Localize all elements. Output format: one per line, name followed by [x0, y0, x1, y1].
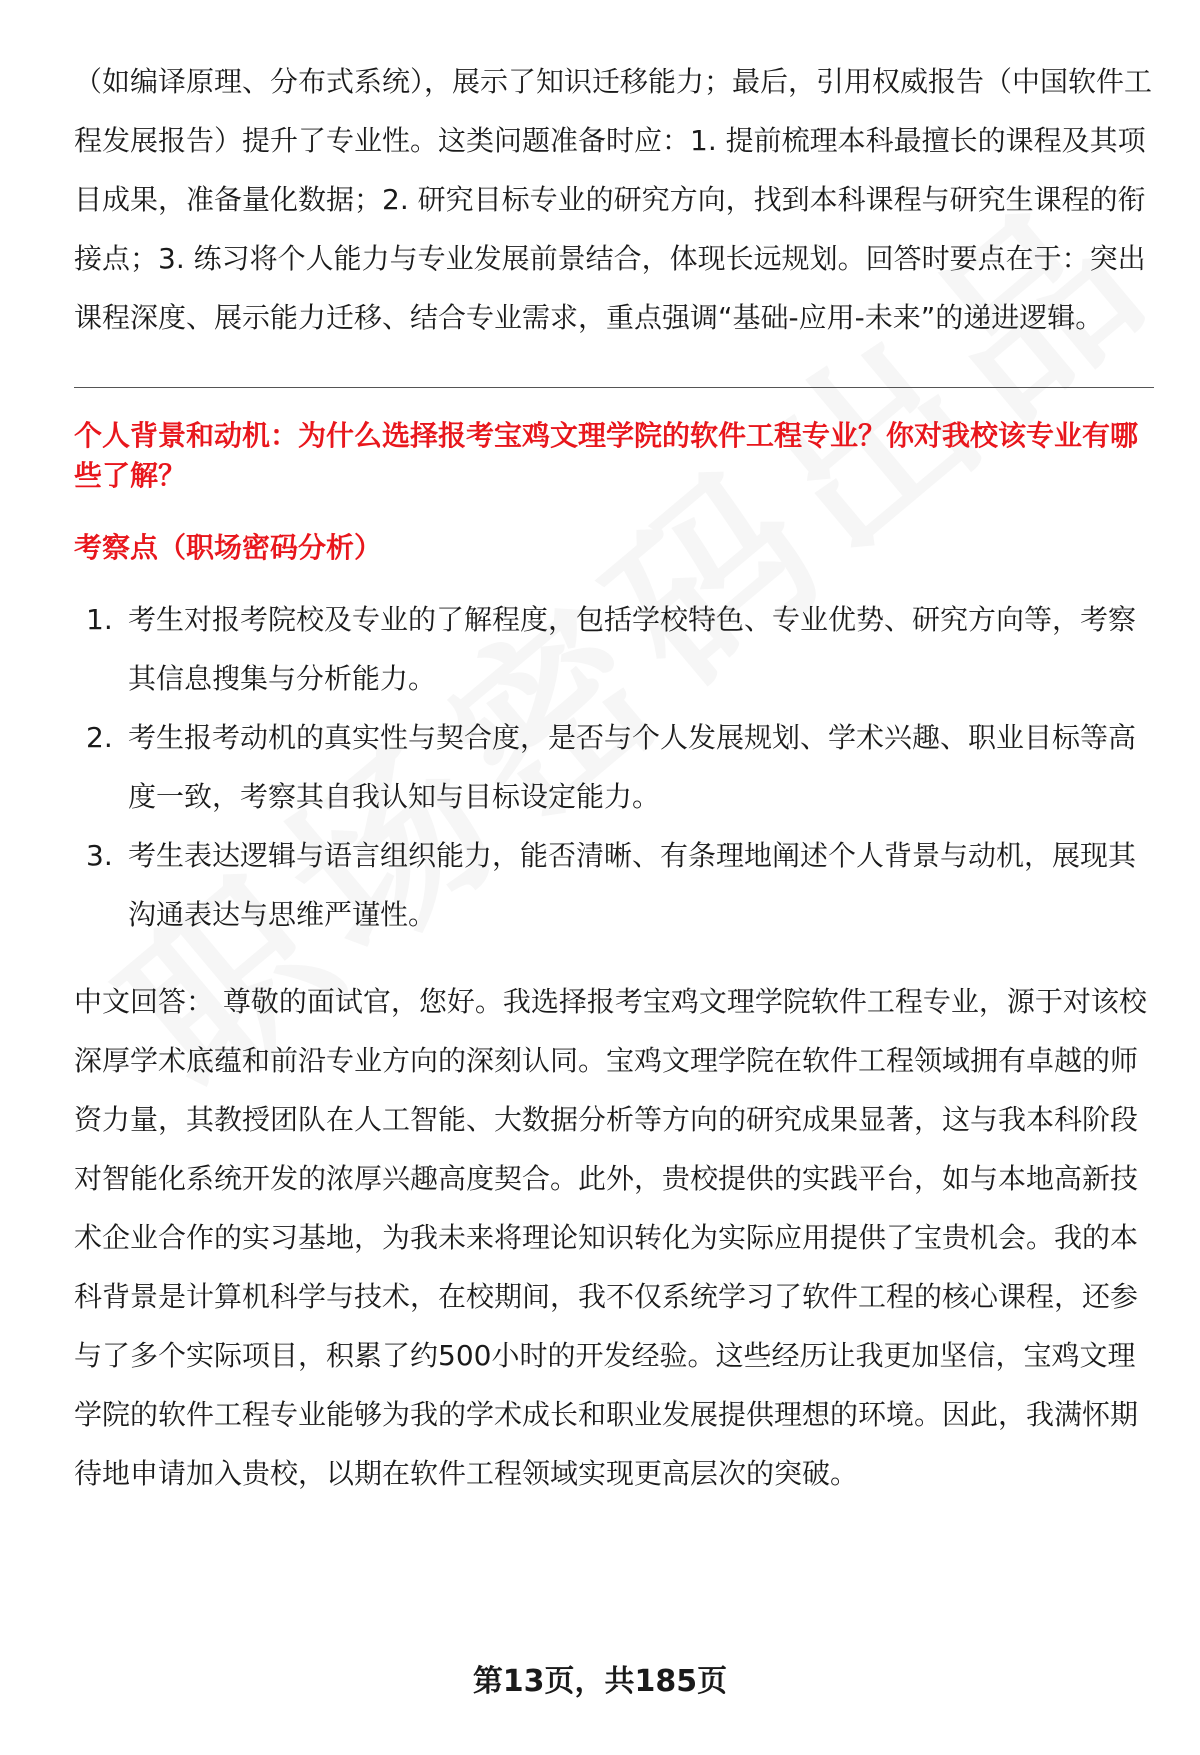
question-heading: 个人背景和动机：为什么选择报考宝鸡文理学院的软件工程专业？你对我校该专业有哪些了解？: [74, 419, 1139, 492]
list-item: [74, 708, 1154, 826]
section-title: 考察点（职场密码分析）: [74, 531, 383, 564]
answer-paragraph: 中文回答： 尊敬的面试官，您好。我选择报考宝鸡文理学院软件工程专业，源于对该校深厚学术底蕴和前沿专业方向的深刻认同。宝鸡文理学院在软件工程领域拥有卓越的师资力量，其教授团队在人工智能、大数据分析等方向的研究成果显著，这与我本科阶段对智能化系统开发的浓厚兴趣高度契合。此外，贵校提供的实践平台，如与本地高新技术企业合作的实习基地，为我未来将理论知识转化为实际应用提供了宝贵机会。我的本科背景是计算机科学与技术，在校期间，我不仅系统学习了软件工程的核心课程，还参与了多个实际项目，积累了约500小时的开发经验。这些经历让我更加坚信，宝鸡文理学院的软件工程专业能够为我的学术成长和职业发展提供理想的环境。因此，我满怀期待地申请加入贵校，以期在软件工程领域实现更高层次的突破。: [74, 985, 1147, 1490]
list-item-text: 考生表达逻辑与语言组织能力，能否清晰、有条理地阐述个人背景与动机，展现其沟通表达与思维严谨性。: [128, 839, 1137, 931]
list-item-number: 3.: [86, 839, 113, 872]
list-item-number: 1.: [86, 603, 113, 636]
list-item: [74, 826, 1154, 944]
list-item-number: 2.: [86, 721, 113, 754]
list-item-text: 考生对报考院校及专业的了解程度，包括学校特色、专业优势、研究方向等，考察其信息搜集与分析能力。: [128, 603, 1137, 695]
list-item-text: 考生报考动机的真实性与契合度，是否与个人发展规划、学术兴趣、职业目标等高度一致，考察其自我认知与目标设定能力。: [128, 721, 1137, 813]
page-number-footer: 第13页，共185页: [472, 1664, 728, 1699]
page-content: [74, 52, 1154, 1503]
section-divider: [74, 387, 1154, 388]
points-list: [74, 590, 1154, 944]
list-item: [74, 590, 1154, 708]
intro-paragraph: （如编译原理、分布式系统），展示了知识迁移能力；最后，引用权威报告（中国软件工程发展报告）提升了专业性。这类问题准备时应：1. 提前梳理本科最擅长的课程及其项目成果，准备量化数据；2. 研究目标专业的研究方向，找到本科课程与研究生课程的衔接点；3. 练习将个人能力与专业发展前景结合，体现长远规划。回答时要点在于：突出课程深度、展示能力迁移、结合专业需求，重点强调“基础-应用-未来”的递进逻辑。: [74, 65, 1153, 334]
